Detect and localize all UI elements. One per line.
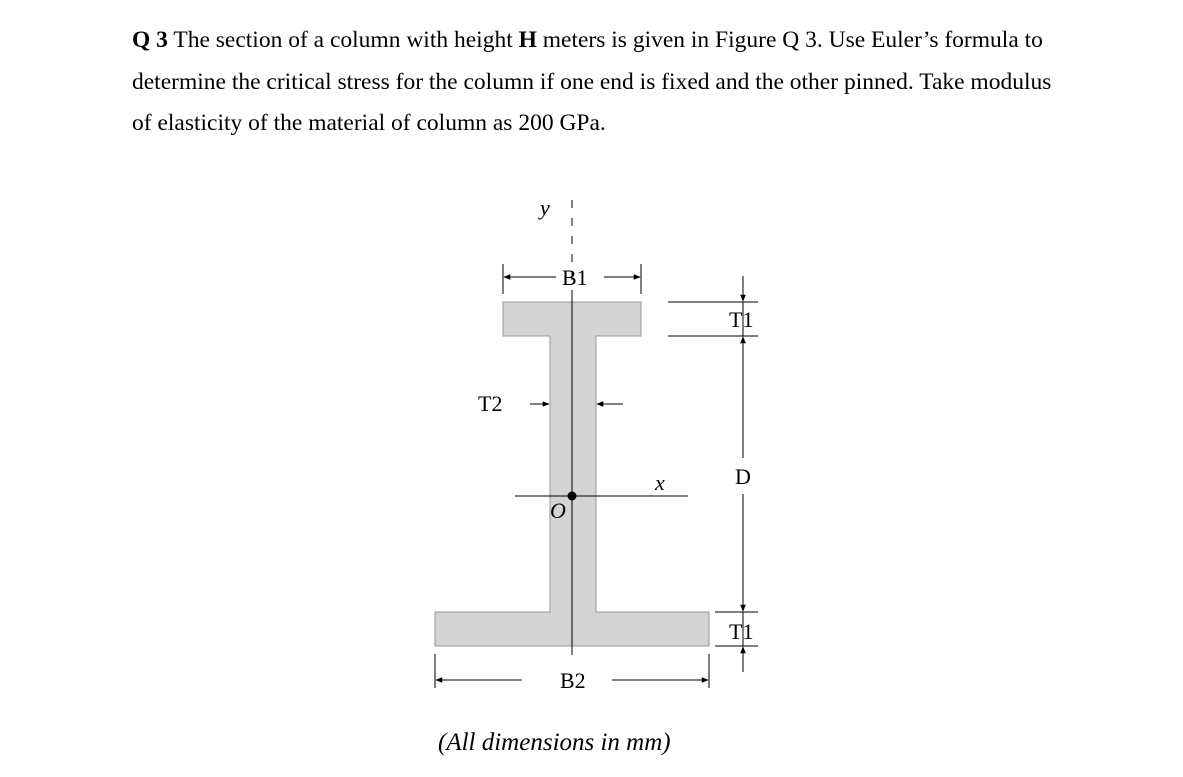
d-label: D (735, 464, 751, 489)
question-number: Q 3 (132, 27, 168, 53)
origin-label: O (550, 498, 566, 523)
y-axis-label: y (540, 195, 550, 220)
figure-caption: (All dimensions in mm) (438, 729, 671, 756)
question-text-part2: meters is given in Figure Q 3. Use Euler’s formula to determine the critical stress for the column if one end is fixed and the other pinned. Take modulus of elasticity of the material of column as 200 GPa. (132, 27, 1052, 136)
b1-label: B1 (562, 265, 588, 290)
height-symbol: H (518, 27, 537, 53)
b2-label: B2 (560, 668, 586, 693)
t2-label: T2 (478, 391, 503, 416)
centroid-point (568, 492, 577, 501)
t1-bottom-label: T1 (729, 619, 754, 644)
question-text-part1: The section of a column with height (167, 27, 519, 53)
x-axis-label: x (655, 470, 665, 495)
t1-top-label: T1 (729, 307, 754, 332)
